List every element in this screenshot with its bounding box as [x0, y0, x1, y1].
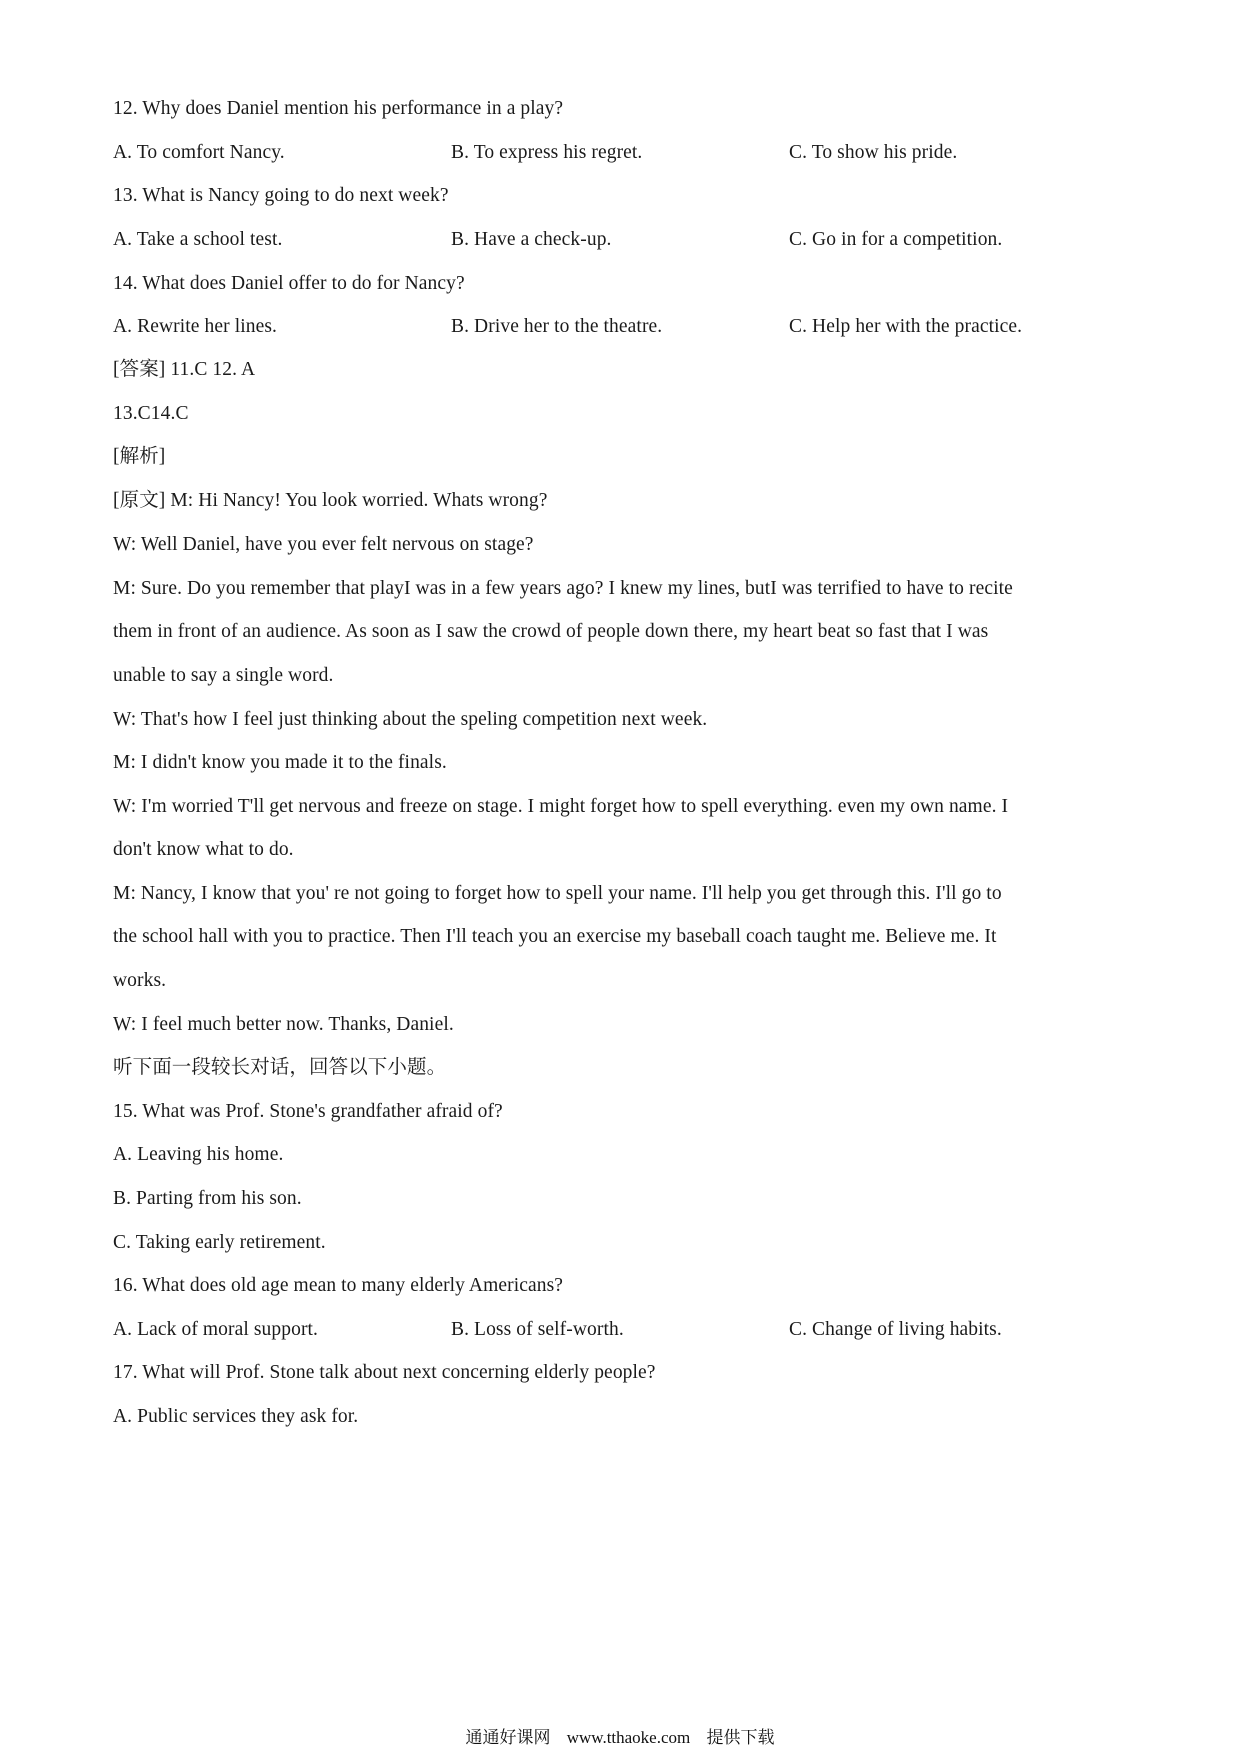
- transcript-line: the school hall with you to practice. Then I'll teach you an exercise my baseball coach taught me. Believe me. It: [113, 926, 997, 947]
- transcript-line: W: Well Daniel, have you ever felt nervous on stage?: [113, 534, 534, 555]
- q15-option-b: B. Parting from his son.: [113, 1188, 302, 1209]
- answer-line-2: 13.C14.C: [113, 403, 189, 424]
- q16-option-a: A. Lack of moral support.: [113, 1319, 319, 1340]
- transcript-line: M: Nancy, I know that you' re not going to forget how to spell your name. I'll help you get through this. I'll go to: [113, 883, 1002, 904]
- footer-action: 提供下载: [706, 1728, 775, 1747]
- q15-option-a: A. Leaving his home.: [113, 1144, 284, 1165]
- footer-url[interactable]: www.tthaoke.com: [566, 1728, 691, 1747]
- q13-option-a: A. Take a school test.: [113, 229, 283, 250]
- analysis-label: [解析]: [113, 446, 166, 467]
- q17-option-a: A. Public services they ask for.: [113, 1406, 359, 1427]
- question-16-stem: 16. What does old age mean to many elderly Americans?: [113, 1275, 564, 1296]
- section-instruction: 听下面一段较长对话，回答以下小题。: [113, 1057, 447, 1078]
- footer-site-name: 通通好课网: [465, 1728, 551, 1747]
- q15-option-c: C. Taking early retirement.: [113, 1232, 326, 1253]
- q12-option-b: B. To express his regret.: [451, 142, 643, 163]
- question-17-stem: 17. What will Prof. Stone talk about next concerning elderly people?: [113, 1362, 656, 1383]
- q16-option-b: B. Loss of self-worth.: [451, 1319, 624, 1340]
- transcript-line: don't know what to do.: [113, 839, 294, 860]
- transcript-line: [原文] M: Hi Nancy! You look worried. Whats wrong?: [113, 490, 548, 511]
- answer-line-1: [答案] 11.C 12. A: [113, 359, 256, 380]
- transcript-line: W: I feel much better now. Thanks, Daniel.: [113, 1014, 454, 1035]
- q14-option-c: C. Help her with the practice.: [789, 316, 1023, 337]
- transcript-line: M: Sure. Do you remember that playI was in a few years ago? I knew my lines, butI was terrified to have to recite: [113, 578, 1013, 599]
- transcript-line: them in front of an audience. As soon as I saw the crowd of people down there, my heart beat so fast that I was: [113, 621, 989, 642]
- q12-option-a: A. To comfort Nancy.: [113, 142, 285, 163]
- page-footer: [0, 1726, 1240, 1750]
- transcript-line: W: I'm worried T'll get nervous and freeze on stage. I might forget how to spell everything. even my own name. I: [113, 796, 1009, 817]
- question-13-stem: 13. What is Nancy going to do next week?: [113, 185, 449, 206]
- q14-option-b: B. Drive her to the theatre.: [451, 316, 663, 337]
- transcript-line: M: I didn't know you made it to the finals.: [113, 752, 447, 773]
- transcript-line: unable to say a single word.: [113, 665, 334, 686]
- question-15-stem: 15. What was Prof. Stone's grandfather afraid of?: [113, 1101, 503, 1122]
- transcript-line: W: That's how I feel just thinking about the speling competition next week.: [113, 709, 708, 730]
- question-12-stem: 12. Why does Daniel mention his performance in a play?: [113, 98, 564, 119]
- question-14-stem: 14. What does Daniel offer to do for Nancy?: [113, 273, 465, 294]
- q13-option-c: C. Go in for a competition.: [789, 229, 1003, 250]
- transcript-line: works.: [113, 970, 167, 991]
- q12-option-c: C. To show his pride.: [789, 142, 958, 163]
- q13-option-b: B. Have a check-up.: [451, 229, 612, 250]
- q16-option-c: C. Change of living habits.: [789, 1319, 1002, 1340]
- q14-option-a: A. Rewrite her lines.: [113, 316, 278, 337]
